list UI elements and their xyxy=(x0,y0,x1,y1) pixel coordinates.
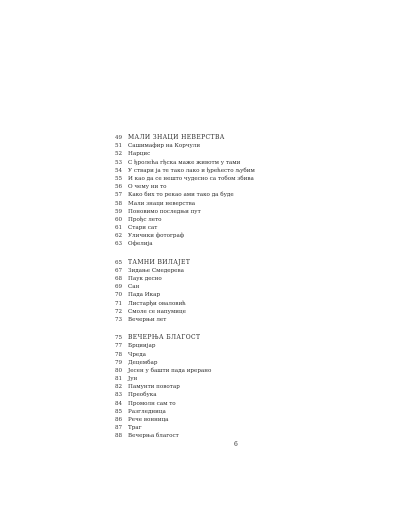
page-ref: 70 xyxy=(115,292,123,299)
page-ref: 85 xyxy=(115,408,123,415)
page-ref: 53 xyxy=(115,159,123,166)
toc-section xyxy=(115,334,375,440)
toc-entry xyxy=(115,408,375,416)
poem-title: Офелија xyxy=(128,241,153,248)
page-ref: 51 xyxy=(115,143,123,150)
toc-entry xyxy=(115,224,375,232)
toc-entry xyxy=(115,159,375,167)
page-ref: 54 xyxy=(115,167,123,174)
poem-title: С ђролећа гђска маже животм у тами xyxy=(128,159,241,166)
toc-entry xyxy=(115,291,375,299)
poem-title: Прођс лето xyxy=(128,216,162,223)
toc-entry xyxy=(115,391,375,399)
toc-entry xyxy=(115,167,375,175)
page-ref: 78 xyxy=(115,351,123,358)
page-ref: 86 xyxy=(115,417,123,423)
page-ref: 88 xyxy=(115,433,123,440)
toc-entry xyxy=(115,191,375,199)
page-ref: 55 xyxy=(115,175,123,182)
page-ref: 82 xyxy=(115,384,123,391)
page-ref: 65 xyxy=(115,259,123,266)
page-ref: 87 xyxy=(115,425,123,432)
section-heading xyxy=(115,334,375,342)
poem-title: Вечерњи лет xyxy=(128,316,167,323)
page-number: 6 xyxy=(234,441,238,448)
toc-entry xyxy=(115,232,375,240)
page-ref: 69 xyxy=(115,284,123,291)
page-ref: 81 xyxy=(115,376,123,383)
page-ref: 60 xyxy=(115,216,123,223)
toc-entry xyxy=(115,432,375,440)
poem-title: Пада Икар xyxy=(128,292,161,299)
toc-entry xyxy=(115,351,375,359)
page-ref: 71 xyxy=(115,300,123,307)
page-ref: 80 xyxy=(115,367,123,374)
poem-title: Рече вонница xyxy=(128,417,169,423)
poem-title: Листарђи оваловић xyxy=(128,300,186,307)
page-ref: 59 xyxy=(115,208,123,215)
toc-entry xyxy=(115,375,375,383)
poem-title: Децембар xyxy=(128,359,158,366)
page-ref: 72 xyxy=(115,308,123,315)
toc-entry xyxy=(115,216,375,224)
toc-entry xyxy=(115,183,375,191)
toc-entry xyxy=(115,240,375,248)
poem-title: О чему ни то xyxy=(128,184,167,191)
page-ref: 84 xyxy=(115,400,123,407)
page-ref: 79 xyxy=(115,359,123,366)
section-heading xyxy=(115,259,375,267)
toc-entry xyxy=(115,416,375,424)
page-ref: 52 xyxy=(115,151,123,158)
page-ref: 62 xyxy=(115,233,123,240)
poem-title: Брциијар xyxy=(128,343,156,350)
toc-entry xyxy=(115,142,375,150)
poem-title: Паук десно xyxy=(128,276,162,282)
toc-entry xyxy=(115,400,375,408)
section-title: МАЛИ ЗНАЦИ НЕВЕРСТВА xyxy=(128,134,225,141)
section-heading xyxy=(115,134,375,142)
poem-title: Јун xyxy=(128,376,138,383)
toc-entry xyxy=(115,283,375,291)
toc-entry xyxy=(115,308,375,316)
poem-title: Вечерња благост xyxy=(128,433,179,440)
toc-entry xyxy=(115,300,375,308)
poem-title: Поновимо последњи пут xyxy=(128,208,201,215)
toc-entry xyxy=(115,200,375,208)
poem-title: Траг xyxy=(128,425,142,432)
toc-entry xyxy=(115,342,375,350)
toc-entry xyxy=(115,383,375,391)
toc-entry xyxy=(115,424,375,432)
poem-title: И као да се нешто чудесно са тобом збива xyxy=(128,175,254,182)
page-ref: 77 xyxy=(115,343,123,350)
page-ref: 57 xyxy=(115,192,123,199)
toc-section xyxy=(115,134,375,249)
poem-title: Сан xyxy=(128,284,140,291)
poem-title: У ствари ја те тако лако и ђрећесто љубим xyxy=(128,167,255,174)
page-ref: 49 xyxy=(115,135,123,141)
toc-entry xyxy=(115,316,375,324)
poem-title: Памунти повотар xyxy=(128,384,180,391)
poem-title: Смоле се напумице xyxy=(128,308,186,315)
toc-entry xyxy=(115,150,375,158)
poem-title: Уличнки фотограф xyxy=(128,233,185,240)
poem-title: Како бих то рекао ами тако да буде xyxy=(128,192,234,199)
toc-entry xyxy=(115,267,375,275)
toc-entry xyxy=(115,359,375,367)
page-ref: 56 xyxy=(115,184,123,191)
poem-title: Преобука xyxy=(128,392,157,399)
poem-title: Разгледница xyxy=(128,408,166,415)
poem-title: Мали знаци неверства xyxy=(128,200,196,207)
page-ref: 68 xyxy=(115,276,123,282)
toc-entry xyxy=(115,208,375,216)
page-ref: 73 xyxy=(115,316,123,323)
poem-title: Јесен у башти пада ирерано xyxy=(128,367,212,374)
page-ref: 58 xyxy=(115,200,123,207)
toc-entry xyxy=(115,367,375,375)
poem-title: Нарцис xyxy=(128,151,151,158)
poem-title: Промолн сам то xyxy=(128,400,176,407)
table-of-contents xyxy=(115,134,375,451)
toc-entry xyxy=(115,275,375,283)
poem-title: Стари сат xyxy=(128,225,158,232)
poem-title: Зидање Смедерева xyxy=(128,267,184,274)
poem-title: Сашимафир на Корчули xyxy=(128,143,201,150)
toc-entry xyxy=(115,175,375,183)
page-ref: 61 xyxy=(115,225,123,232)
toc-section xyxy=(115,259,375,325)
page-ref: 83 xyxy=(115,392,123,399)
section-title: ТАМНИ ВИЛАЈЕТ xyxy=(128,258,191,266)
page-ref: 67 xyxy=(115,267,123,274)
section-title: ВЕЧЕРЊА БЛАГОСТ xyxy=(128,334,201,342)
page-ref: 63 xyxy=(115,241,123,248)
page-ref: 75 xyxy=(115,335,123,342)
poem-title: Чреда xyxy=(128,351,146,358)
